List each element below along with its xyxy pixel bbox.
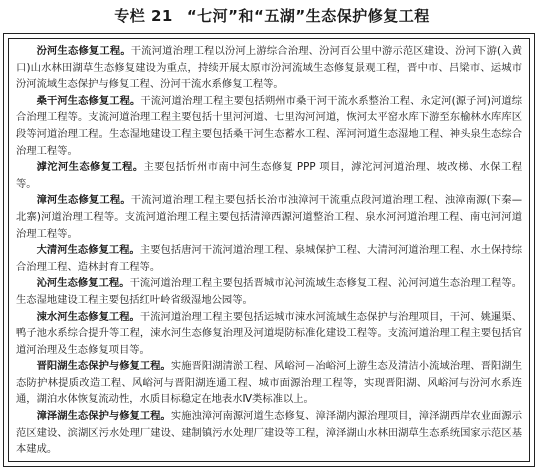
- item-body: 主要包括唐河干流河道治理工程、泉城保护工程、大清河河道治理工程、水土保持综合治理工程、造林封育工程等。: [16, 244, 523, 273]
- item-qinhe: [16, 275, 522, 308]
- item-body: 主要包括忻州市南中河生态修复 PPP 项目，滹沱河河道治理、坡改梯、水保工程等。: [16, 161, 522, 190]
- item-heading: 晋阳湖生态保护与修复工程。: [36, 360, 171, 373]
- column-box: [3, 33, 535, 467]
- item-heading: 大清河生态修复工程。: [36, 244, 140, 257]
- item-jinyanghu: [16, 358, 522, 408]
- item-body: 实施浊漳河南源河道生态修复、漳泽湖内源治理项目，漳泽湖西岸农业面源示范区建设、滨湖区污水处理厂建设、建制镇污水处理厂建设等工程，漳泽湖山水林田湖草生态系统国家示范区基本建成。: [16, 410, 523, 456]
- item-daqinghe: [16, 242, 522, 275]
- item-body: 干流河道治理工程主要包括运城市涑水河流域生态保护与治理项目，干河、姚暹渠、鸭子池水系综合提升等工程，涑水河生态修复治理及河道堤防标准化建设工程等。支流河道治理工程主要包括官道河治理及生态修复项目等。: [16, 310, 523, 356]
- item-zhanghe: [16, 192, 522, 242]
- item-body: 实施晋阳湖清淤工程、风峪河－冶峪河上游生态及清洁小流域治理、晋阳湖生态防护林提质改造工程、风峪河与晋阳湖连通工程、城市面源治理工程等，实现晋阳湖、风峪河与汾河水系连通，湖泊水体恢复流动性，水质目标稳定在地表水Ⅳ类标准以上。: [16, 360, 523, 406]
- item-hutuohe: [16, 159, 522, 192]
- item-sangganhe: [16, 93, 522, 159]
- column-title: “七河”和“五湖”生态保护修复工程: [186, 7, 430, 25]
- item-heading: 沁河生态修复工程。: [36, 277, 130, 290]
- item-body: 干流河道治理工程主要包括长治市浊漳河干流重点段河道治理工程、浊漳南源(下秦—北寨)河道治理工程等。支流河道治理工程主要包括清漳西源河道整治工程、泉水河河道治理工程、南屯河河道治理工程等。: [16, 194, 523, 240]
- item-zhangzehu: [16, 408, 522, 458]
- item-heading: 漳泽湖生态保护与修复工程。: [36, 410, 171, 423]
- column-label: 专栏 21: [114, 7, 173, 25]
- item-sushuihe: [16, 309, 522, 359]
- item-fenhe: [16, 43, 522, 93]
- item-body: 干流河道治理工程主要包括晋城市沁河流域生态修复工程、沁河河道生态治理工程等。生态湿地建设工程主要包括红叶岭省级湿地公园等。: [16, 277, 523, 306]
- item-heading: 汾河生态修复工程。: [36, 45, 131, 57]
- item-heading: 涑水河生态修复工程。: [36, 310, 140, 323]
- page-title: [0, 6, 544, 26]
- item-body: 干流河道治理工程主要包括朔州市桑干河干流水系整治工程、永定河(源子河)河道综合治理工程等。支流河道治理工程主要包括十里河河道、七里沟河河道，恢河太平窑水库下游至东榆林水库库区段等河道治理工程。生态湿地建设工程主要包括桑干河生态蓄水工程、浑河河道生态湿地工程、神头泉生态综合治理工程等。: [16, 94, 522, 157]
- item-heading: 桑干河生态修复工程。: [36, 94, 141, 107]
- column-content: [8, 38, 530, 462]
- item-body: 干流河道治理工程以汾河上游综合治理、汾河百公里中游示范区建设、汾河下游(入黄口)山水林田湖草生态修复建设为重点，持续开展太原市汾河流域生态修复景观工程，晋中市、吕梁市、运城市汾河流域生态保护与修复工程、汾河干流水系修复工程等。: [16, 45, 523, 91]
- item-heading: 滹沱河生态修复工程。: [36, 161, 144, 174]
- item-heading: 漳河生态修复工程。: [36, 194, 131, 207]
